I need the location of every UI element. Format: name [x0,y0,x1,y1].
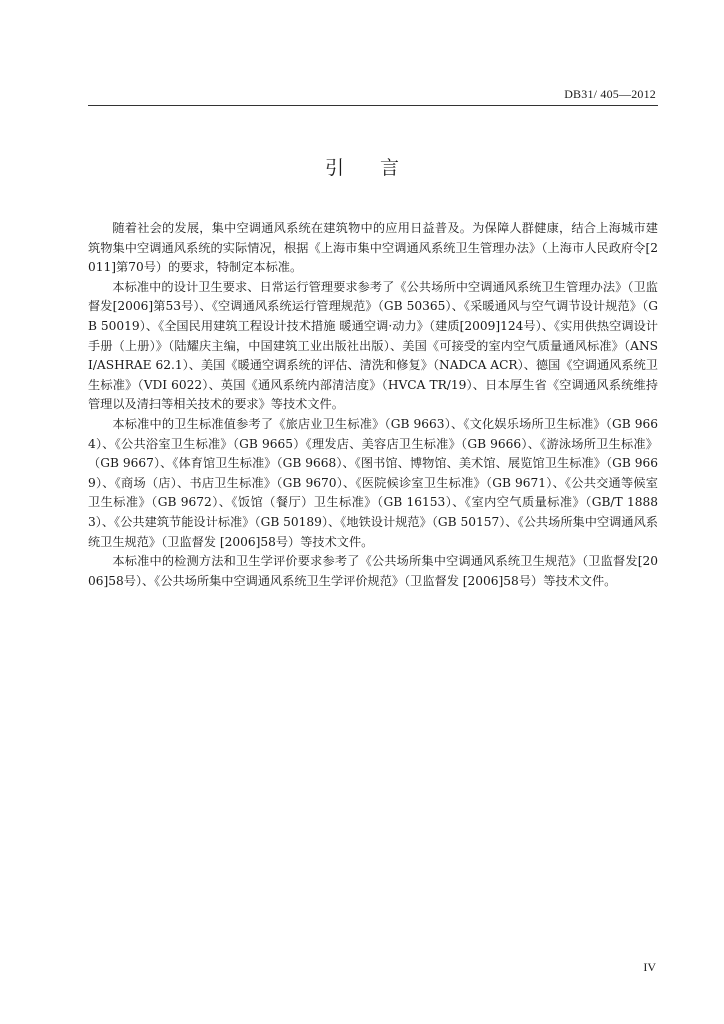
section-title: 引言 [324,157,435,179]
page-number: IV [643,960,656,974]
document-code: DB31/ 405—2012 [564,87,656,101]
header-rule [88,105,658,106]
paragraph-test-methods: 本标准中的检测方法和卫生学评价要求参考了《公共场所集中空调通风系统卫生规范》（卫监督发[2006]58号）、《公共场所集中空调通风系统卫生学评价规范》（卫监督发 [2006]58号）等技术文件。 [88,554,658,588]
body-text [88,219,658,591]
paragraph-hygiene-standards: 本标准中的卫生标准值参考了《旅店业卫生标准》（GB 9663）、《文化娱乐场所卫生标准》（GB 9664）、《公共浴室卫生标准》（GB 9665）《理发店、美容店卫生标准》（GB 9666）、《游泳场所卫生标准》（GB 9667）、《体育馆卫生标准》（GB 9668）、《图书馆、博物馆、美术馆、展览馆卫生标准》（GB 9669）、《商场（店）、书店卫生标准》（GB 9670）、《医院候诊室卫生标准》（GB 9671）、《公共交通等候室卫生标准》（GB 9672）、《饭馆（餐厅）卫生标准》（GB 16153）、《室内空气质量标准》（GB/T 18883）、《公共建筑节能设计标准》（GB 50189）、《地铁设计规范》（GB 50157）、《公共场所集中空调通风系统卫生规范》（卫监督发 [2006]58号）等技术文件。 [88,416,658,549]
paragraph-background: 随着社会的发展，集中空调通风系统在建筑物中的应用日益普及。为保障人群健康，结合上海城市建筑物集中空调通风系统的实际情况，根据《上海市集中空调通风系统卫生管理办法》（上海市人民政府令[2011]第70号）的要求，特制定本标准。 [88,221,658,275]
paragraph-design-references: 本标准中的设计卫生要求、日常运行管理要求参考了《公共场所中空调通风系统卫生管理办法》（卫监督发[2006]第53号）、《空调通风系统运行管理规范》（GB 50365）、《采暖通风与空气调节设计规范》（GB 50019）、《全国民用建筑工程设计技术措施 暖通空调·动力》（建质[2009]124号）、《实用供热空调设计手册（上册）》（陆耀庆主编，中国建筑工业出版社出版）、美国《可接受的室内空气质量通风标准》（ANSI/ASHRAE 62.1）、美国《暖通空调系统的评估、清洗和修复》（NADCA ACR）、德国《空调通风系统卫生标准》（VDI 6022）、英国《通风系统内部清洁度》（HVCA TR/19）、日本厚生省《空调通风系统维持管理以及清扫等相关技术的要求》等技术文件。 [88,279,658,412]
